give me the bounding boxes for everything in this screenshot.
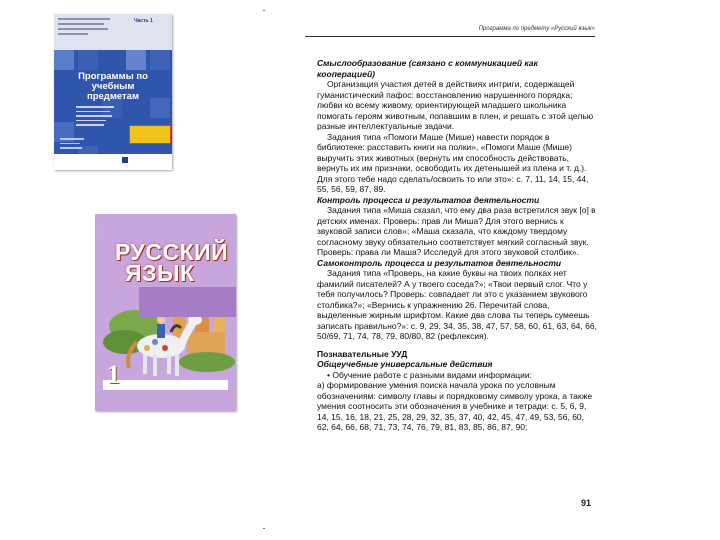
scanned-page xyxy=(305,26,595,526)
section-heading: Общеучебные универсальные действия xyxy=(317,359,493,369)
cover-badge xyxy=(129,125,171,144)
cover-title xyxy=(115,239,229,286)
cover-title-line-1: РУССКИЙ xyxy=(115,239,229,265)
section-title: Познавательные УУД xyxy=(317,348,408,359)
page-body xyxy=(317,58,597,433)
paragraph: а) формирование умения поиска начала урока по условным обозначениям: символу главы и порядковому символу урока, а также умения соотносить эти обозначения в учебнике и тетради: с. 5, 6, 9, 14, 15, 16, 18, 21, 25, 28, 29, 32, 35, 37, 40, 42, 45, 47, 49, 53, 56, 60, 62, 64, 66, 68, 71, 73, 74, 76, 79, 81, 83, 85, 86, 87, 90; xyxy=(317,380,593,432)
cover-grade-bar xyxy=(103,380,228,390)
scan-speck xyxy=(263,528,265,529)
cover-series-text xyxy=(58,18,114,38)
cover-bottom-band xyxy=(54,154,172,170)
paragraph: Задания типа «Миша сказал, что ему два раза встретился звук [о] в детских именах. Проверь: прав ли Миша? Для этого вернись к звуковой записи слов»; «Маша сказала, что каждому твердому согласному звуку обязательно соответствует мягкий согласный звук. Проверь: права ли Маша? Исследуй для этого звуковой столбик». xyxy=(317,205,596,257)
cover-title: Программы по учебным предметам xyxy=(78,71,148,102)
cover-author: · · · · · · xyxy=(99,222,104,242)
running-header: Программа по предмету «Русский язык» xyxy=(478,26,595,32)
cover-title-line-2: ЯЗЫК xyxy=(125,260,195,286)
paragraph: Задания типа «Помоги Маше (Мише) навести порядок в библиотеке: расставить книги на полки», «Помоги Маше (Мише) выручить этих животных (вернуть им способность действовать, вернуть их им признаки, освободить их детенышей из плена и т. д.). Для этого тебе надо сделать/освоить то или это»: с. 7, 11, 14, 15, 44, 55, 56, 59, 87, 89. xyxy=(317,131,589,194)
cover-grade-number: 1 xyxy=(107,360,120,389)
cover-part-label: Часть 1 xyxy=(134,18,153,24)
publisher-logo-icon xyxy=(122,157,128,163)
paragraph: • Обучение работе с разными видами информации: xyxy=(327,369,533,380)
programs-book-cover xyxy=(54,14,172,170)
russian-textbook-cover xyxy=(95,214,236,411)
subheading: Самоконтроль процесса и результатов деятельности xyxy=(317,257,562,268)
section-heading: Смыслообразование (связано с коммуникацией как кооперацией) xyxy=(317,58,538,79)
cover-footer-text xyxy=(60,138,88,152)
scan-speck xyxy=(263,10,265,11)
cover-subtitle-text xyxy=(76,106,116,129)
page-number: 91 xyxy=(580,498,591,508)
cover-band xyxy=(139,287,236,317)
paragraph: Задания типа «Проверь, на какие буквы на твоих полках нет фамилий писателей? А у твоего соседа?»; «Твои первый слог. Что у тебя получилось? Проверь: совпадает ли это с указанием звукового столбика?»; «Вернись к упражнению 26. Перечитай слова, выделенные жирным шрифтом. Какие два слова ты теперь сумеешь записать правильно?»: с. 9, 29, 34, 35, 38, 47, 57, 58, 60, 61, 63, 64, 66, 50/69, 71, 74, 78, 79, 80/80, 82 (рефлексия). xyxy=(317,268,597,341)
paragraph: Организация участия детей в действиях интриги, содержащей гуманистический пафос: восстановлению нарушенного порядка; любви ко всему живому, ориентирующей младшего школьника помогать героям животным, попавшим в плен, и решать с этой целью разные интеллектуальные задачи. xyxy=(317,79,594,131)
subheading: Контроль процесса и результатов деятельности xyxy=(317,194,540,205)
header-rule xyxy=(305,36,595,37)
